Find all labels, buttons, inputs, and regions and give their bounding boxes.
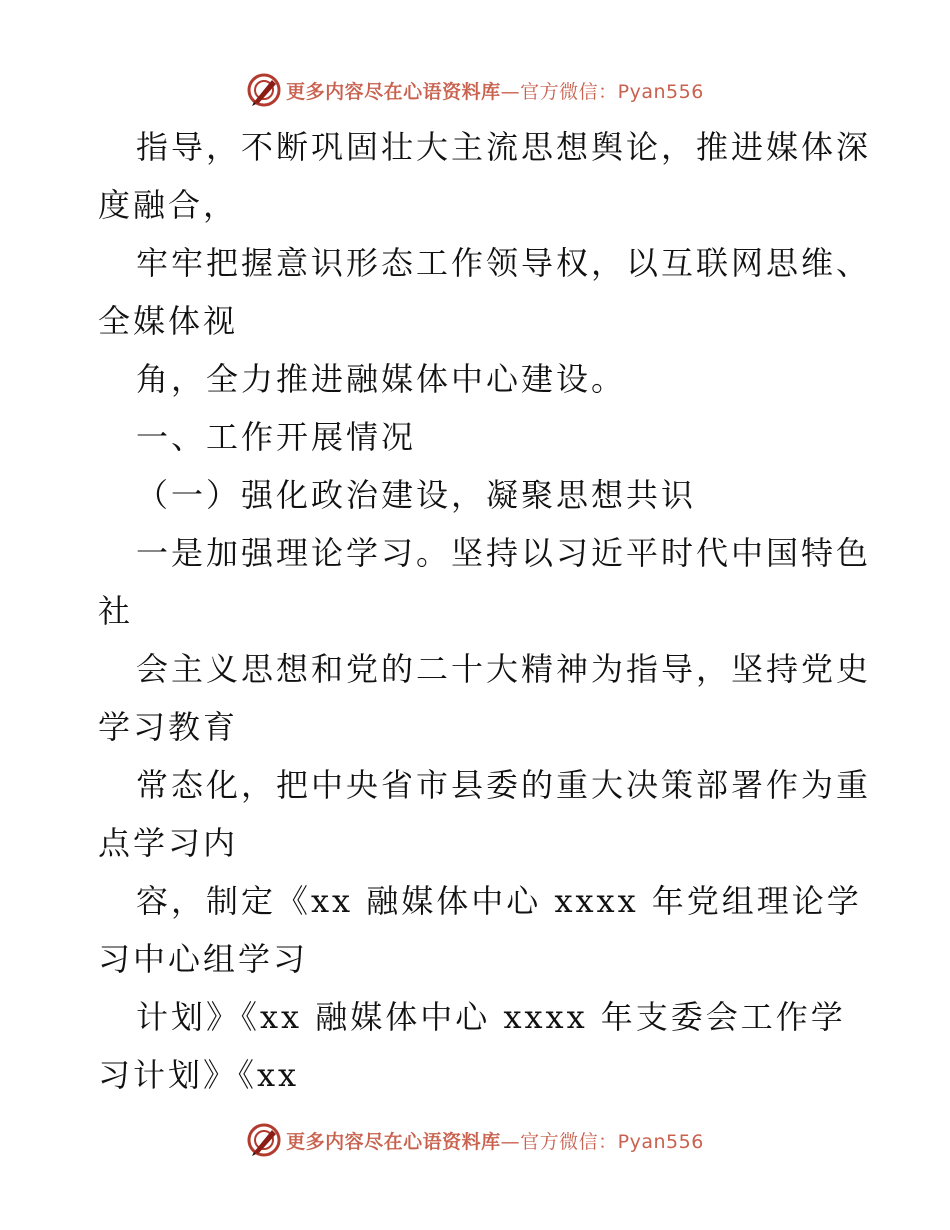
text-line: 度融合， xyxy=(98,186,239,224)
header-banner-text xyxy=(286,77,704,104)
text-line: 角，全力推进融媒体中心建设。 xyxy=(136,360,627,398)
text-line: 学习教育 xyxy=(98,708,239,746)
document-body xyxy=(98,118,872,1104)
text-line: 社 xyxy=(98,592,134,630)
text-line: 计划》《xx 融媒体中心 xxxx 年支委会工作学 xyxy=(136,998,846,1036)
text-line: 一是加强理论学习。坚持以习近平时代中国特色 xyxy=(136,534,872,572)
footer-wechat: 官方微信：Pyan556 xyxy=(520,1130,704,1153)
footer-banner xyxy=(0,1120,950,1160)
text-line: 指导，不断巩固壮大主流思想舆论，推进媒体深 xyxy=(136,128,872,166)
text-line: 会主义思想和党的二十大精神为指导，坚持党史 xyxy=(136,650,872,688)
text-line: 习中心组学习 xyxy=(98,940,309,978)
footer-title: 更多内容尽在心语资料库 xyxy=(286,1130,501,1153)
footer-banner-text xyxy=(286,1127,704,1154)
text-line: 常态化，把中央省市县委的重大决策部署作为重 xyxy=(136,766,872,804)
footer-separator: — xyxy=(500,1130,521,1153)
text-line: 习计划》《xx xyxy=(98,1056,300,1094)
pen-logo-icon xyxy=(246,1122,282,1158)
subsection-heading: （一）强化政治建设，凝聚思想共识 xyxy=(136,476,697,514)
pen-logo-icon xyxy=(246,72,282,108)
header-separator: — xyxy=(500,80,521,103)
text-line: 点学习内 xyxy=(98,824,239,862)
text-line: 牢牢把握意识形态工作领导权，以互联网思维、 xyxy=(136,244,872,282)
text-line: 容，制定《xx 融媒体中心 xxxx 年党组理论学 xyxy=(136,882,862,920)
header-banner xyxy=(0,70,950,110)
header-title: 更多内容尽在心语资料库 xyxy=(286,80,501,103)
text-line: 全媒体视 xyxy=(98,302,239,340)
header-wechat: 官方微信：Pyan556 xyxy=(520,80,704,103)
section-heading: 一、工作开展情况 xyxy=(136,418,417,456)
